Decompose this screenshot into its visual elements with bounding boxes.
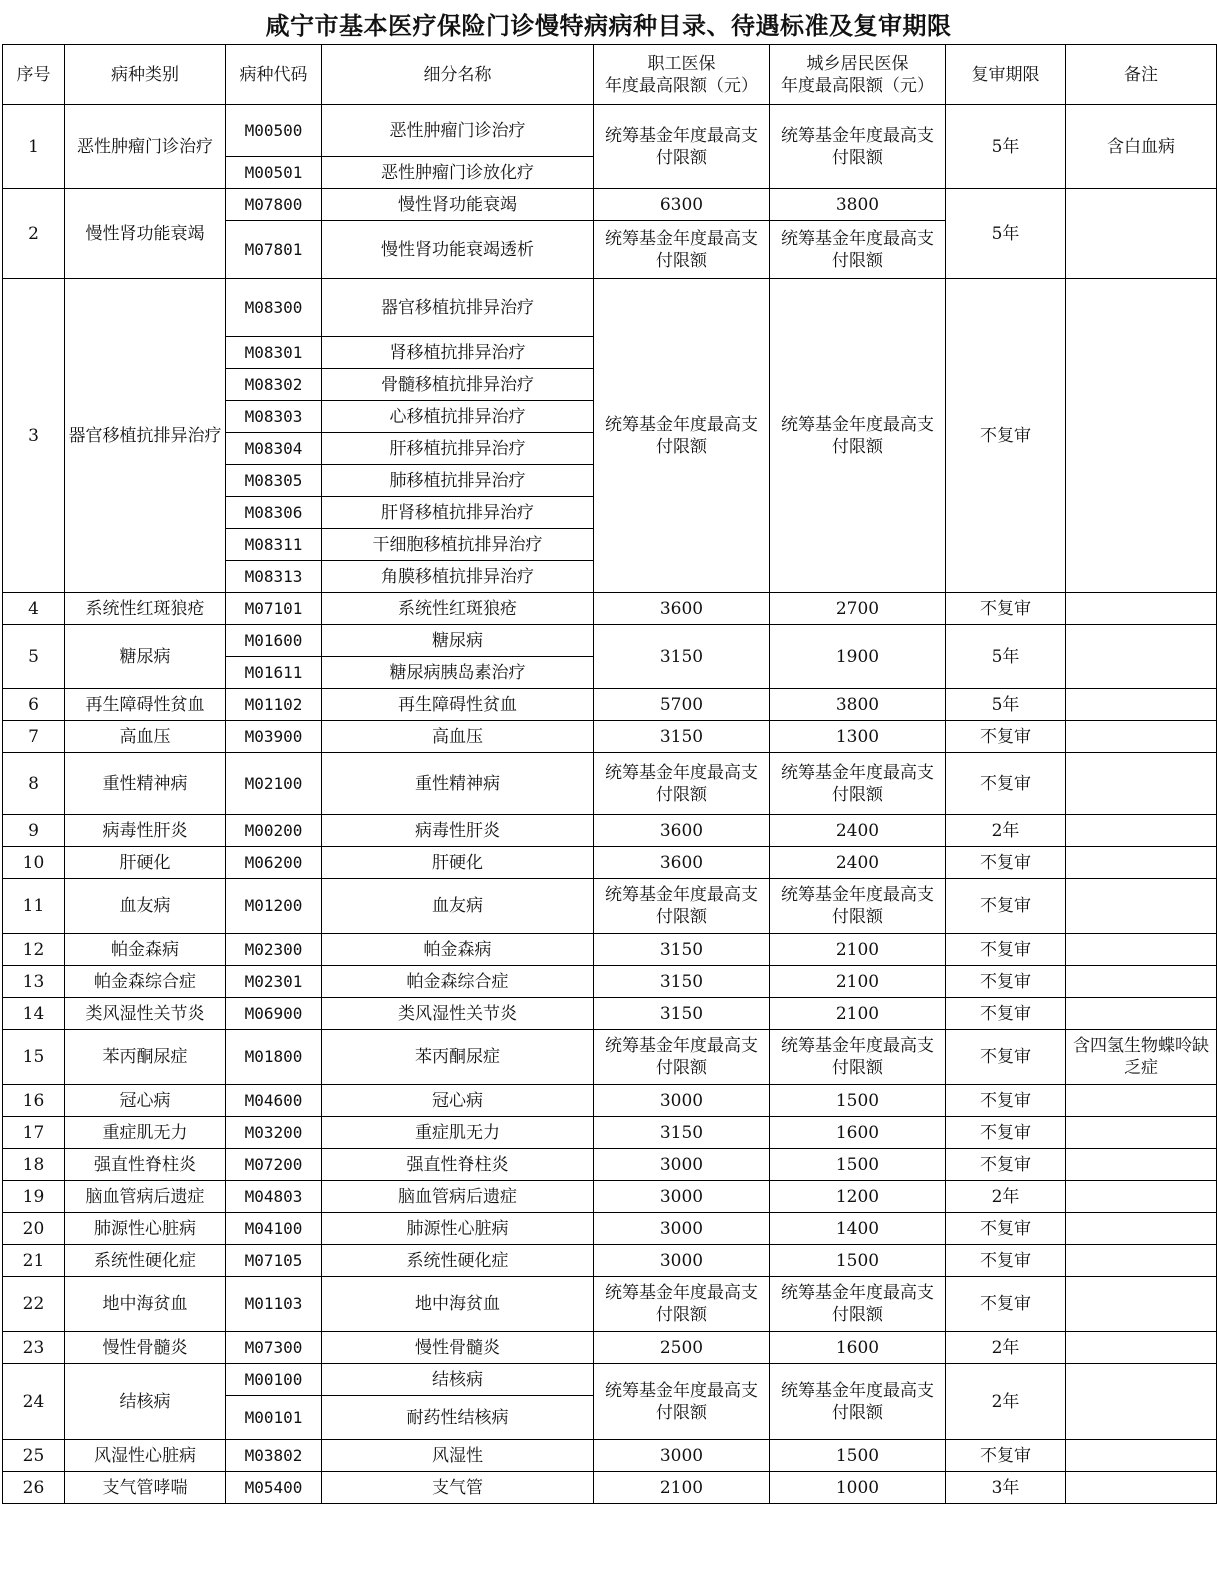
category-cell: 冠心病 (65, 1085, 226, 1117)
subname-cell: 风湿性 (322, 1440, 594, 1472)
code-cell: M08313 (226, 561, 322, 593)
subname-cell: 高血压 (322, 721, 594, 753)
code-cell: M08305 (226, 465, 322, 497)
category-cell: 风湿性心脏病 (65, 1440, 226, 1472)
note-cell (1066, 1472, 1217, 1504)
seq-cell: 7 (3, 721, 65, 753)
code-cell: M08300 (226, 279, 322, 337)
subname-cell: 系统性红斑狼疮 (322, 593, 594, 625)
review-period-cell: 不复审 (946, 1149, 1066, 1181)
code-cell: M06900 (226, 998, 322, 1030)
subname-cell: 角膜移植抗排异治疗 (322, 561, 594, 593)
code-cell: M00100 (226, 1364, 322, 1396)
subname-cell: 苯丙酮尿症 (322, 1030, 594, 1085)
table-row (3, 1030, 1217, 1085)
header-subname: 细分名称 (322, 45, 594, 105)
code-cell: M00501 (226, 157, 322, 189)
review-period-cell: 5年 (946, 625, 1066, 689)
subname-cell: 心移植抗排异治疗 (322, 401, 594, 433)
subname-cell: 肺源性心脏病 (322, 1213, 594, 1245)
review-period-cell: 2年 (946, 1181, 1066, 1213)
subname-cell: 肝肾移植抗排异治疗 (322, 497, 594, 529)
review-period-cell: 不复审 (946, 1277, 1066, 1332)
note-cell (1066, 815, 1217, 847)
employee-limit-cell: 3000 (594, 1181, 770, 1213)
code-cell: M08306 (226, 497, 322, 529)
review-period-cell: 不复审 (946, 879, 1066, 934)
subname-cell: 帕金森综合症 (322, 966, 594, 998)
seq-cell: 25 (3, 1440, 65, 1472)
employee-limit-cell: 3150 (594, 625, 770, 689)
code-cell: M03200 (226, 1117, 322, 1149)
resident-limit-cell: 1500 (770, 1149, 946, 1181)
subname-cell: 系统性硬化症 (322, 1245, 594, 1277)
note-cell (1066, 1245, 1217, 1277)
employee-limit-cell: 3000 (594, 1245, 770, 1277)
review-period-cell: 2年 (946, 1332, 1066, 1364)
seq-cell: 18 (3, 1149, 65, 1181)
table-row (3, 879, 1217, 934)
header-resident-line2: 年度最高限额（元） (781, 75, 934, 96)
subname-cell: 再生障碍性贫血 (322, 689, 594, 721)
table-row (3, 689, 1217, 721)
code-cell: M02301 (226, 966, 322, 998)
seq-cell: 3 (3, 279, 65, 593)
table-row (3, 105, 1217, 157)
review-period-cell: 不复审 (946, 1030, 1066, 1085)
review-period-cell: 5年 (946, 105, 1066, 189)
code-cell: M01611 (226, 657, 322, 689)
header-employee-line1: 职工医保 (647, 53, 716, 74)
employee-limit-cell: 3150 (594, 1117, 770, 1149)
code-cell: M08311 (226, 529, 322, 561)
seq-cell: 22 (3, 1277, 65, 1332)
code-cell: M00200 (226, 815, 322, 847)
table-row (3, 847, 1217, 879)
code-cell: M01600 (226, 625, 322, 657)
code-cell: M07105 (226, 1245, 322, 1277)
seq-cell: 5 (3, 625, 65, 689)
code-cell: M06200 (226, 847, 322, 879)
resident-limit-cell: 2400 (770, 815, 946, 847)
employee-limit-cell: 3000 (594, 1085, 770, 1117)
subname-cell: 结核病 (322, 1364, 594, 1396)
note-cell (1066, 1149, 1217, 1181)
review-period-cell: 不复审 (946, 1213, 1066, 1245)
category-cell: 苯丙酮尿症 (65, 1030, 226, 1085)
table-row (3, 815, 1217, 847)
resident-limit-cell: 1900 (770, 625, 946, 689)
header-category: 病种类别 (65, 45, 226, 105)
review-period-cell: 不复审 (946, 966, 1066, 998)
table-row (3, 1364, 1217, 1396)
employee-limit-cell: 3150 (594, 721, 770, 753)
code-cell: M02300 (226, 934, 322, 966)
header-seq: 序号 (3, 45, 65, 105)
resident-limit-cell: 2400 (770, 847, 946, 879)
seq-cell: 14 (3, 998, 65, 1030)
subname-cell: 血友病 (322, 879, 594, 934)
category-cell: 地中海贫血 (65, 1277, 226, 1332)
category-cell: 慢性肾功能衰竭 (65, 189, 226, 279)
note-cell (1066, 879, 1217, 934)
subname-cell: 地中海贫血 (322, 1277, 594, 1332)
disease-catalog-table (2, 44, 1217, 1504)
employee-limit-cell: 3600 (594, 847, 770, 879)
employee-limit-cell: 3000 (594, 1149, 770, 1181)
category-cell: 糖尿病 (65, 625, 226, 689)
note-cell (1066, 1277, 1217, 1332)
subname-cell: 糖尿病胰岛素治疗 (322, 657, 594, 689)
note-cell: 含四氢生物蝶呤缺乏症 (1066, 1030, 1217, 1085)
subname-cell: 器官移植抗排异治疗 (322, 279, 594, 337)
review-period-cell: 不复审 (946, 1245, 1066, 1277)
subname-cell: 干细胞移植抗排异治疗 (322, 529, 594, 561)
page-title: 咸宁市基本医疗保险门诊慢特病病种目录、待遇标准及复审期限 (265, 11, 952, 40)
category-cell: 脑血管病后遗症 (65, 1181, 226, 1213)
review-period-cell: 不复审 (946, 1117, 1066, 1149)
code-cell: M05400 (226, 1472, 322, 1504)
seq-cell: 16 (3, 1085, 65, 1117)
table-row (3, 753, 1217, 815)
resident-limit-cell: 1200 (770, 1181, 946, 1213)
subname-cell: 恶性肿瘤门诊治疗 (322, 105, 594, 157)
code-cell: M01800 (226, 1030, 322, 1085)
note-cell (1066, 1181, 1217, 1213)
subname-cell: 慢性肾功能衰竭 (322, 189, 594, 221)
resident-limit-cell: 统筹基金年度最高支付限额 (770, 221, 946, 279)
resident-limit-cell: 1400 (770, 1213, 946, 1245)
note-cell (1066, 625, 1217, 689)
resident-limit-cell: 统筹基金年度最高支付限额 (770, 105, 946, 189)
seq-cell: 20 (3, 1213, 65, 1245)
note-cell (1066, 753, 1217, 815)
resident-limit-cell: 统筹基金年度最高支付限额 (770, 279, 946, 593)
category-cell: 帕金森综合症 (65, 966, 226, 998)
category-cell: 恶性肿瘤门诊治疗 (65, 105, 226, 189)
header-resident-line1: 城乡居民医保 (806, 53, 909, 74)
employee-limit-cell: 3150 (594, 934, 770, 966)
resident-limit-cell: 3800 (770, 689, 946, 721)
header-employee-line2: 年度最高限额（元） (605, 75, 758, 96)
category-cell: 慢性骨髓炎 (65, 1332, 226, 1364)
table-row (3, 1149, 1217, 1181)
subname-cell: 骨髓移植抗排异治疗 (322, 369, 594, 401)
category-cell: 器官移植抗排异治疗 (65, 279, 226, 593)
employee-limit-cell: 6300 (594, 189, 770, 221)
subname-cell: 糖尿病 (322, 625, 594, 657)
table-row (3, 1472, 1217, 1504)
header-code: 病种代码 (226, 45, 322, 105)
code-cell: M00101 (226, 1396, 322, 1440)
employee-limit-cell: 2100 (594, 1472, 770, 1504)
note-cell (1066, 1085, 1217, 1117)
review-period-cell: 不复审 (946, 593, 1066, 625)
resident-limit-cell: 2100 (770, 998, 946, 1030)
code-cell: M07800 (226, 189, 322, 221)
subname-cell: 病毒性肝炎 (322, 815, 594, 847)
category-cell: 重性精神病 (65, 753, 226, 815)
table-row (3, 1440, 1217, 1472)
code-cell: M07801 (226, 221, 322, 279)
employee-limit-cell: 3000 (594, 1440, 770, 1472)
resident-limit-cell: 2100 (770, 966, 946, 998)
category-cell: 类风湿性关节炎 (65, 998, 226, 1030)
code-cell: M03900 (226, 721, 322, 753)
header-note: 备注 (1066, 45, 1217, 105)
table-row (3, 998, 1217, 1030)
category-cell: 重症肌无力 (65, 1117, 226, 1149)
table-row (3, 625, 1217, 657)
review-period-cell: 不复审 (946, 753, 1066, 815)
note-cell (1066, 721, 1217, 753)
subname-cell: 肾移植抗排异治疗 (322, 337, 594, 369)
employee-limit-cell: 统筹基金年度最高支付限额 (594, 1030, 770, 1085)
code-cell: M08304 (226, 433, 322, 465)
code-cell: M08301 (226, 337, 322, 369)
code-cell: M04100 (226, 1213, 322, 1245)
resident-limit-cell: 1500 (770, 1245, 946, 1277)
resident-limit-cell: 统筹基金年度最高支付限额 (770, 879, 946, 934)
note-cell (1066, 1364, 1217, 1440)
note-cell (1066, 934, 1217, 966)
category-cell: 强直性脊柱炎 (65, 1149, 226, 1181)
table-row (3, 966, 1217, 998)
subname-cell: 重症肌无力 (322, 1117, 594, 1149)
subname-cell: 帕金森病 (322, 934, 594, 966)
employee-limit-cell: 3600 (594, 815, 770, 847)
seq-cell: 6 (3, 689, 65, 721)
seq-cell: 24 (3, 1364, 65, 1440)
employee-limit-cell: 统筹基金年度最高支付限额 (594, 1364, 770, 1440)
table-row (3, 1085, 1217, 1117)
employee-limit-cell: 统筹基金年度最高支付限额 (594, 879, 770, 934)
review-period-cell: 2年 (946, 815, 1066, 847)
seq-cell: 21 (3, 1245, 65, 1277)
seq-cell: 17 (3, 1117, 65, 1149)
employee-limit-cell: 3000 (594, 1213, 770, 1245)
seq-cell: 10 (3, 847, 65, 879)
code-cell: M04600 (226, 1085, 322, 1117)
table-row (3, 934, 1217, 966)
category-cell: 肝硬化 (65, 847, 226, 879)
resident-limit-cell: 1300 (770, 721, 946, 753)
code-cell: M01102 (226, 689, 322, 721)
resident-limit-cell: 1600 (770, 1117, 946, 1149)
seq-cell: 4 (3, 593, 65, 625)
subname-cell: 脑血管病后遗症 (322, 1181, 594, 1213)
employee-limit-cell: 2500 (594, 1332, 770, 1364)
header-row (3, 45, 1217, 105)
category-cell: 病毒性肝炎 (65, 815, 226, 847)
seq-cell: 19 (3, 1181, 65, 1213)
seq-cell: 1 (3, 105, 65, 189)
subname-cell: 恶性肿瘤门诊放化疗 (322, 157, 594, 189)
table-row (3, 593, 1217, 625)
resident-limit-cell: 统筹基金年度最高支付限额 (770, 1030, 946, 1085)
employee-limit-cell: 3150 (594, 998, 770, 1030)
review-period-cell: 不复审 (946, 721, 1066, 753)
seq-cell: 26 (3, 1472, 65, 1504)
subname-cell: 慢性骨髓炎 (322, 1332, 594, 1364)
review-period-cell: 不复审 (946, 1440, 1066, 1472)
subname-cell: 耐药性结核病 (322, 1396, 594, 1440)
employee-limit-cell: 3150 (594, 966, 770, 998)
review-period-cell: 3年 (946, 1472, 1066, 1504)
code-cell: M08302 (226, 369, 322, 401)
note-cell: 含白血病 (1066, 105, 1217, 189)
note-cell (1066, 847, 1217, 879)
code-cell: M03802 (226, 1440, 322, 1472)
category-cell: 肺源性心脏病 (65, 1213, 226, 1245)
subname-cell: 肝硬化 (322, 847, 594, 879)
subname-cell: 类风湿性关节炎 (322, 998, 594, 1030)
table-row (3, 1277, 1217, 1332)
seq-cell: 23 (3, 1332, 65, 1364)
category-cell: 帕金森病 (65, 934, 226, 966)
employee-limit-cell: 统筹基金年度最高支付限额 (594, 279, 770, 593)
table-row (3, 721, 1217, 753)
note-cell (1066, 279, 1217, 593)
code-cell: M01103 (226, 1277, 322, 1332)
resident-limit-cell: 统筹基金年度最高支付限额 (770, 1277, 946, 1332)
review-period-cell: 不复审 (946, 1085, 1066, 1117)
resident-limit-cell: 统筹基金年度最高支付限额 (770, 1364, 946, 1440)
note-cell (1066, 689, 1217, 721)
table-row (3, 1332, 1217, 1364)
subname-cell: 重性精神病 (322, 753, 594, 815)
category-cell: 高血压 (65, 721, 226, 753)
category-cell: 支气管哮喘 (65, 1472, 226, 1504)
category-cell: 结核病 (65, 1364, 226, 1440)
seq-cell: 15 (3, 1030, 65, 1085)
table-row (3, 189, 1217, 221)
category-cell: 再生障碍性贫血 (65, 689, 226, 721)
seq-cell: 13 (3, 966, 65, 998)
note-cell (1066, 1213, 1217, 1245)
review-period-cell: 不复审 (946, 279, 1066, 593)
subname-cell: 支气管 (322, 1472, 594, 1504)
code-cell: M04803 (226, 1181, 322, 1213)
resident-limit-cell: 2700 (770, 593, 946, 625)
employee-limit-cell: 统筹基金年度最高支付限额 (594, 221, 770, 279)
resident-limit-cell: 统筹基金年度最高支付限额 (770, 753, 946, 815)
review-period-cell: 5年 (946, 689, 1066, 721)
employee-limit-cell: 统筹基金年度最高支付限额 (594, 753, 770, 815)
resident-limit-cell: 1500 (770, 1085, 946, 1117)
note-cell (1066, 593, 1217, 625)
resident-limit-cell: 1000 (770, 1472, 946, 1504)
header-employee-limit (594, 45, 770, 105)
header-resident-limit (770, 45, 946, 105)
note-cell (1066, 1440, 1217, 1472)
seq-cell: 8 (3, 753, 65, 815)
resident-limit-cell: 1500 (770, 1440, 946, 1472)
employee-limit-cell: 统筹基金年度最高支付限额 (594, 105, 770, 189)
review-period-cell: 不复审 (946, 934, 1066, 966)
review-period-cell: 2年 (946, 1364, 1066, 1440)
subname-cell: 肺移植抗排异治疗 (322, 465, 594, 497)
review-period-cell: 不复审 (946, 998, 1066, 1030)
note-cell (1066, 998, 1217, 1030)
code-cell: M07200 (226, 1149, 322, 1181)
table-row (3, 1181, 1217, 1213)
category-cell: 血友病 (65, 879, 226, 934)
note-cell (1066, 1332, 1217, 1364)
resident-limit-cell: 1600 (770, 1332, 946, 1364)
review-period-cell: 不复审 (946, 847, 1066, 879)
employee-limit-cell: 3600 (594, 593, 770, 625)
seq-cell: 9 (3, 815, 65, 847)
category-cell: 系统性硬化症 (65, 1245, 226, 1277)
code-cell: M08303 (226, 401, 322, 433)
table-row (3, 1117, 1217, 1149)
code-cell: M07101 (226, 593, 322, 625)
note-cell (1066, 966, 1217, 998)
subname-cell: 慢性肾功能衰竭透析 (322, 221, 594, 279)
code-cell: M02100 (226, 753, 322, 815)
header-review-period: 复审期限 (946, 45, 1066, 105)
table-row (3, 279, 1217, 337)
code-cell: M00500 (226, 105, 322, 157)
category-cell: 系统性红斑狼疮 (65, 593, 226, 625)
review-period-cell: 5年 (946, 189, 1066, 279)
resident-limit-cell: 3800 (770, 189, 946, 221)
table-row (3, 1213, 1217, 1245)
employee-limit-cell: 统筹基金年度最高支付限额 (594, 1277, 770, 1332)
subname-cell: 冠心病 (322, 1085, 594, 1117)
seq-cell: 11 (3, 879, 65, 934)
subname-cell: 强直性脊柱炎 (322, 1149, 594, 1181)
code-cell: M07300 (226, 1332, 322, 1364)
employee-limit-cell: 5700 (594, 689, 770, 721)
resident-limit-cell: 2100 (770, 934, 946, 966)
note-cell (1066, 189, 1217, 279)
seq-cell: 2 (3, 189, 65, 279)
note-cell (1066, 1117, 1217, 1149)
table-row (3, 1245, 1217, 1277)
seq-cell: 12 (3, 934, 65, 966)
subname-cell: 肝移植抗排异治疗 (322, 433, 594, 465)
code-cell: M01200 (226, 879, 322, 934)
